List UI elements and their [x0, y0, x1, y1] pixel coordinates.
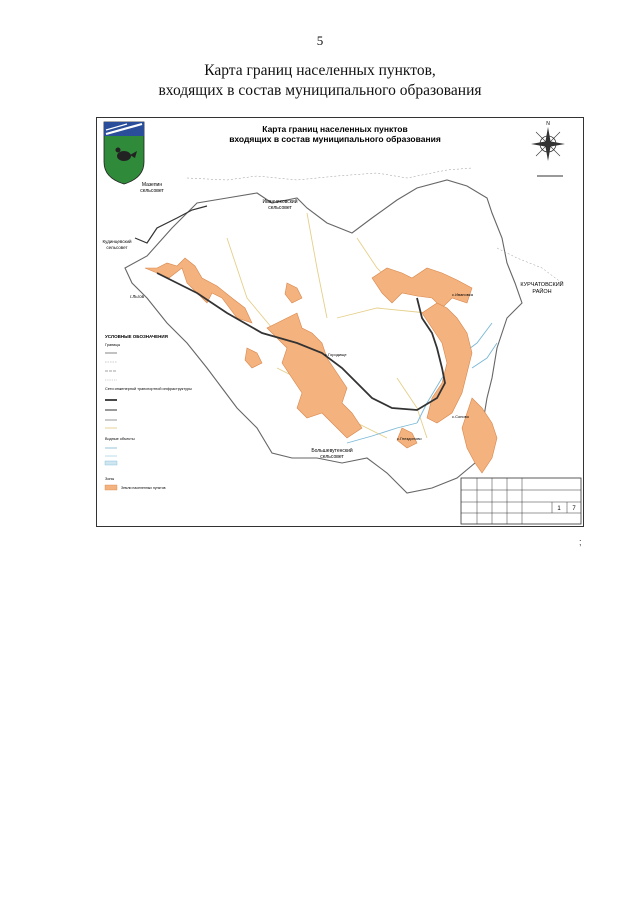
- area-label-kurchatov-1: КУРЧАТОВСКИЙ: [520, 282, 564, 288]
- settlement-zone-river: [422, 303, 472, 423]
- legend-swatch-water: [105, 461, 117, 465]
- map-svg: [97, 118, 584, 527]
- compass-rose-icon: [531, 121, 565, 176]
- settlement-zone-small-1: [245, 348, 262, 368]
- district-boundary-east: [497, 248, 562, 283]
- settlement-zone-north: [372, 268, 472, 308]
- legend-section-zones: Зоны: [105, 477, 115, 481]
- settlement-zone-small-3: [285, 283, 302, 303]
- legend-swatch-settlement: [105, 485, 117, 490]
- area-label-mazepin-1: Мазепин: [141, 182, 163, 188]
- area-label-kudintsev-1: Кудинцевский: [102, 239, 132, 244]
- document-title-line-1: Карта границ населенных пунктов,: [204, 62, 436, 79]
- area-label-mazepin-2: сельсовет: [140, 188, 164, 194]
- map-frame: [96, 117, 584, 527]
- area-label-kurchatov-2: РАЙОН: [532, 289, 552, 295]
- legend-zone-label: Земли населенных пунктов: [121, 486, 166, 490]
- title-block-sheets: 7: [572, 506, 576, 512]
- legend-section-infrastructure: Сети инженерной транспортной инфраструктуры: [105, 387, 192, 391]
- settlement-label-gnezdilovo: с.Гнездилово: [397, 436, 422, 441]
- title-block: [461, 478, 581, 524]
- settlement-label-sopovo: с.Сопово: [452, 414, 469, 419]
- area-label-bolshaya-1: Большевутенский: [311, 448, 353, 454]
- settlement-zone-east: [462, 398, 497, 473]
- settlement-label-ivanovka: с.Ивановка: [452, 292, 473, 297]
- stray-mark: ;: [579, 537, 582, 547]
- settlement-label-gorodishche: с.Городище: [325, 352, 347, 357]
- legend: [105, 334, 192, 490]
- legend-title: УСЛОВНЫЕ ОБОЗНАЧЕНИЯ: [105, 334, 168, 339]
- area-label-kudintsev-2: сельсовет: [106, 245, 128, 250]
- settlement-zone-west: [145, 258, 252, 323]
- document-title: [0, 61, 640, 101]
- map-title-line-1: Карта границ населенных пунктов: [262, 124, 408, 134]
- page-number: 5: [316, 33, 324, 48]
- coat-of-arms-icon: [104, 122, 144, 184]
- compass-north-label: N: [546, 121, 550, 127]
- area-label-ivanchikov-1: Иванчиковский: [262, 199, 298, 205]
- highway-north: [135, 206, 207, 243]
- title-block-sheet: 1: [557, 506, 561, 512]
- district-boundary-north: [187, 168, 472, 180]
- map-title-line-2: входящих в состав муниципального образования: [229, 134, 441, 144]
- area-label-ivanchikov-2: сельсовет: [268, 205, 292, 211]
- document-title-line-2: входящих в состав муниципального образования: [158, 82, 482, 99]
- area-label-bolshaya-2: сельсовет: [320, 454, 344, 460]
- legend-section-boundaries: Границы: [105, 343, 121, 347]
- settlement-label-lgov: г.Льгов: [130, 294, 145, 299]
- legend-section-water: Водные объекты: [105, 437, 135, 441]
- settlement-zone-center: [267, 313, 362, 438]
